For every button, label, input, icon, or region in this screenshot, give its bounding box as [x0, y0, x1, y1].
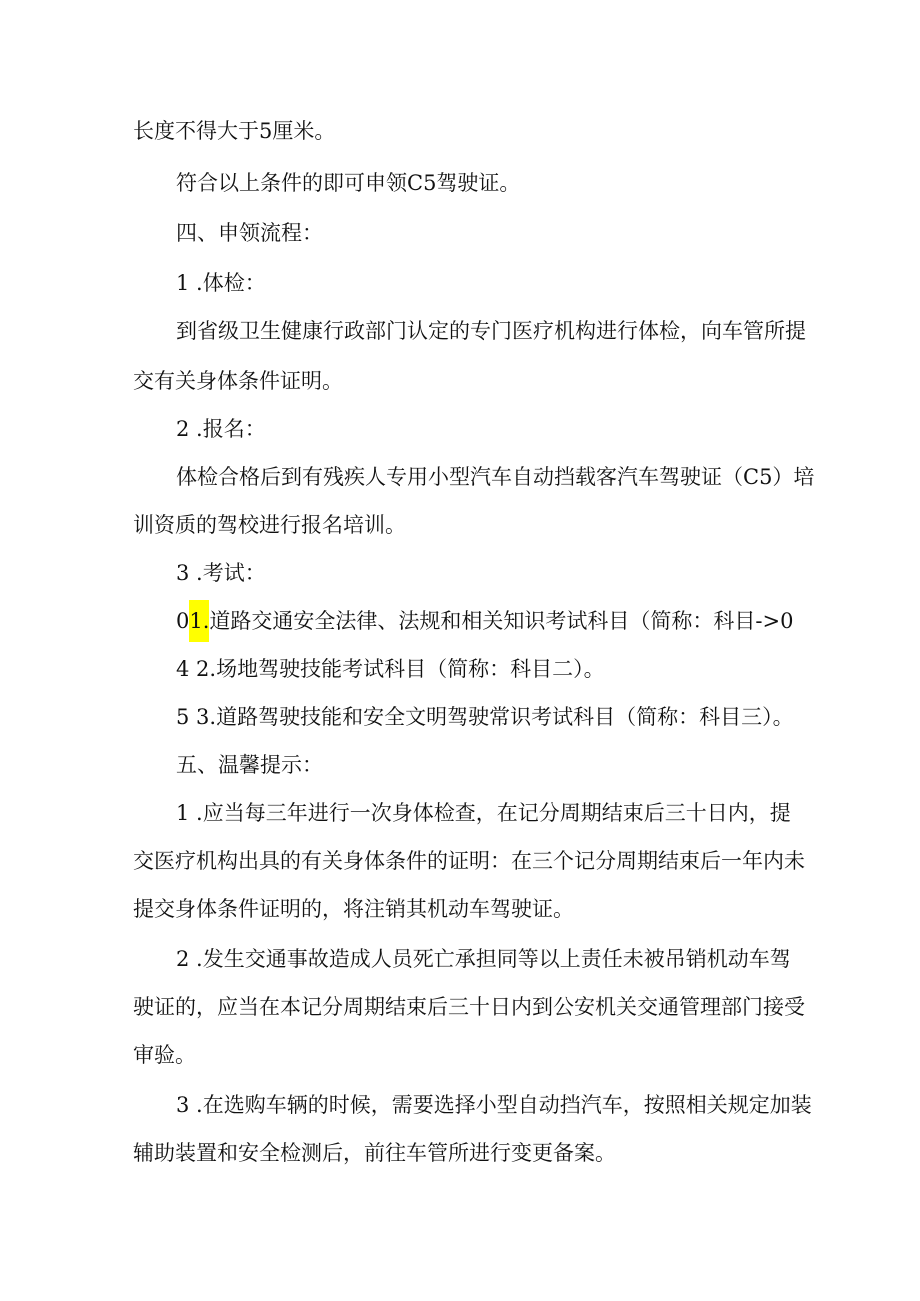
exam-item-1-text: 道路交通安全法律、法规和相关知识考试科目（简称：科目->0: [209, 609, 794, 633]
step-heading: 3 .考试：: [176, 561, 266, 585]
highlighted-text: 1.: [189, 600, 209, 642]
text-line: 交医疗机构出具的有关身体条件的证明：在三个记分周期结束后一年内未: [133, 849, 805, 873]
text-line: 训资质的驾校进行报名培训。: [133, 513, 406, 537]
text-line: 长度不得大于5厘米。: [133, 119, 336, 143]
step-heading: 1 .体检：: [176, 271, 266, 295]
exam-item-3: 5 3.道路驾驶技能和安全文明驾驶常识考试科目（简称：科目三）。: [176, 705, 794, 729]
section-heading: 五、温馨提示：: [176, 753, 323, 777]
step-heading: 2 .报名：: [176, 417, 266, 441]
text-line: 1 .应当每三年进行一次身体检查，在记分周期结束后三十日内，提: [176, 801, 791, 825]
text-line: 驶证的，应当在本记分周期结束后三十日内到公安机关交通管理部门接受: [133, 995, 805, 1019]
text-line: 3 .在选购车辆的时候，需要选择小型自动挡汽车，按照相关规定加装: [176, 1093, 812, 1117]
text-line: 审验。: [133, 1043, 196, 1067]
section-heading: 四、申领流程：: [176, 221, 323, 245]
text-line: 体检合格后到有残疾人专用小型汽车自动挡载客汽车驾驶证（C5）培: [176, 465, 815, 489]
text-line: 符合以上条件的即可申领C5驾驶证。: [176, 171, 521, 195]
exam-item-2: 4 2.场地驾驶技能考试科目（简称：科目二）。: [176, 657, 605, 681]
text-line: 交有关身体条件证明。: [133, 369, 343, 393]
text-line: 辅助装置和安全检测后，前往车管所进行变更备案。: [133, 1141, 616, 1165]
text-line: 到省级卫生健康行政部门认定的专门医疗机构进行体检，向车管所提: [176, 319, 806, 343]
exam-item-1: [176, 606, 793, 642]
text-line: 提交身体条件证明的，将注销其机动车驾驶证。: [133, 897, 574, 921]
exam-item-1-prefix: 0: [176, 609, 190, 633]
text-line: 2 .发生交通事故造成人员死亡承担同等以上责任未被吊销机动车驾: [176, 947, 791, 971]
